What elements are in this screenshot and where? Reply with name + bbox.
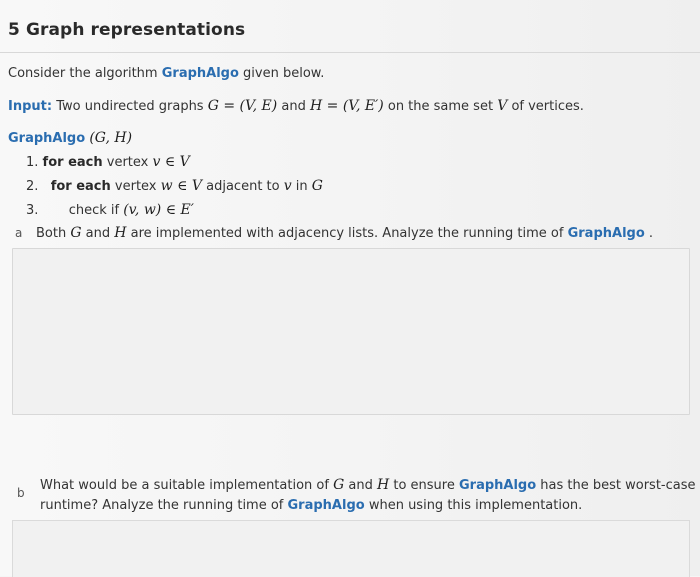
- question-a-text: [36, 224, 653, 243]
- section-divider: [0, 52, 700, 53]
- algorithm-heading: [8, 129, 132, 148]
- question-b-algo: GraphAlgo: [458, 478, 537, 493]
- question-b-algo-2: GraphAlgo: [287, 498, 365, 513]
- input-h-equation: H = (V, E′): [309, 98, 384, 114]
- question-b-suffix: has the best worst-case: [540, 478, 696, 493]
- line-3-math: (v, w) ∈ E′: [123, 202, 194, 218]
- question-b-mid: to ensure: [393, 478, 459, 493]
- question-b-and: and: [348, 478, 377, 493]
- answer-box-b[interactable]: [12, 520, 690, 577]
- line-1-text: vertex: [106, 155, 153, 170]
- line-2-math-2: v: [283, 178, 292, 194]
- question-a-h: H: [114, 225, 127, 241]
- question-b-line-2: [40, 497, 582, 515]
- algorithm-name: GraphAlgo: [8, 131, 86, 146]
- algorithm-line-2: [26, 177, 323, 196]
- line-2-math-3: G: [311, 178, 323, 194]
- line-3-text: check if: [68, 203, 124, 218]
- input-text-3: of vertices.: [511, 99, 584, 114]
- section-title: 5 Graph representations: [8, 20, 246, 40]
- algorithm-params: (G, H): [89, 130, 133, 146]
- line-2-math: w ∈ V: [160, 178, 202, 194]
- line-1-math: v ∈ V: [152, 154, 190, 170]
- line-1-number: 1.: [26, 155, 39, 170]
- line-1-keyword: for each: [42, 155, 103, 170]
- line-2-text-3: in: [295, 179, 312, 194]
- question-a-text-1: Both: [36, 226, 71, 241]
- line-3-number: 3.: [26, 203, 39, 218]
- question-a-g: G: [70, 225, 82, 241]
- line-2-text: vertex: [114, 179, 161, 194]
- line-2-text-2: adjacent to: [206, 179, 284, 194]
- line-2-number: 2.: [26, 179, 39, 194]
- algorithm-line-3: [26, 201, 194, 220]
- question-a-text-2: and: [85, 226, 115, 241]
- line-2-keyword: for each: [50, 179, 111, 194]
- input-line: [8, 97, 584, 116]
- intro-algo-name: GraphAlgo: [161, 66, 239, 81]
- algorithm-line-1: [26, 153, 190, 172]
- intro-prefix: Consider the algorithm: [8, 66, 162, 81]
- input-label: Input:: [8, 99, 53, 114]
- question-b-label: b: [17, 486, 25, 500]
- input-and: and: [281, 99, 310, 114]
- question-b-h: H: [377, 477, 390, 493]
- question-b-line-2-prefix: runtime? Analyze the running time of: [40, 498, 288, 513]
- question-b-line-1: [40, 476, 696, 495]
- question-b-line-2-suffix: when using this implementation.: [368, 498, 583, 513]
- answer-box-a[interactable]: [12, 248, 690, 415]
- input-text-2: on the same set: [387, 99, 498, 114]
- intro-suffix: given below.: [243, 66, 325, 81]
- intro-line: [8, 65, 324, 83]
- input-text-1: Two undirected graphs: [56, 99, 208, 114]
- question-a-label: a: [15, 226, 23, 240]
- question-a-algo: GraphAlgo: [567, 226, 645, 241]
- question-a-text-3: are implemented with adjacency lists. Analyze the running time of: [130, 226, 568, 241]
- question-a-text-4: .: [648, 226, 654, 241]
- question-b-g: G: [333, 477, 345, 493]
- input-vertex-set: V: [497, 98, 508, 114]
- input-g-equation: G = (V, E): [207, 98, 278, 114]
- question-b-prefix: What would be a suitable implementation of: [40, 478, 334, 493]
